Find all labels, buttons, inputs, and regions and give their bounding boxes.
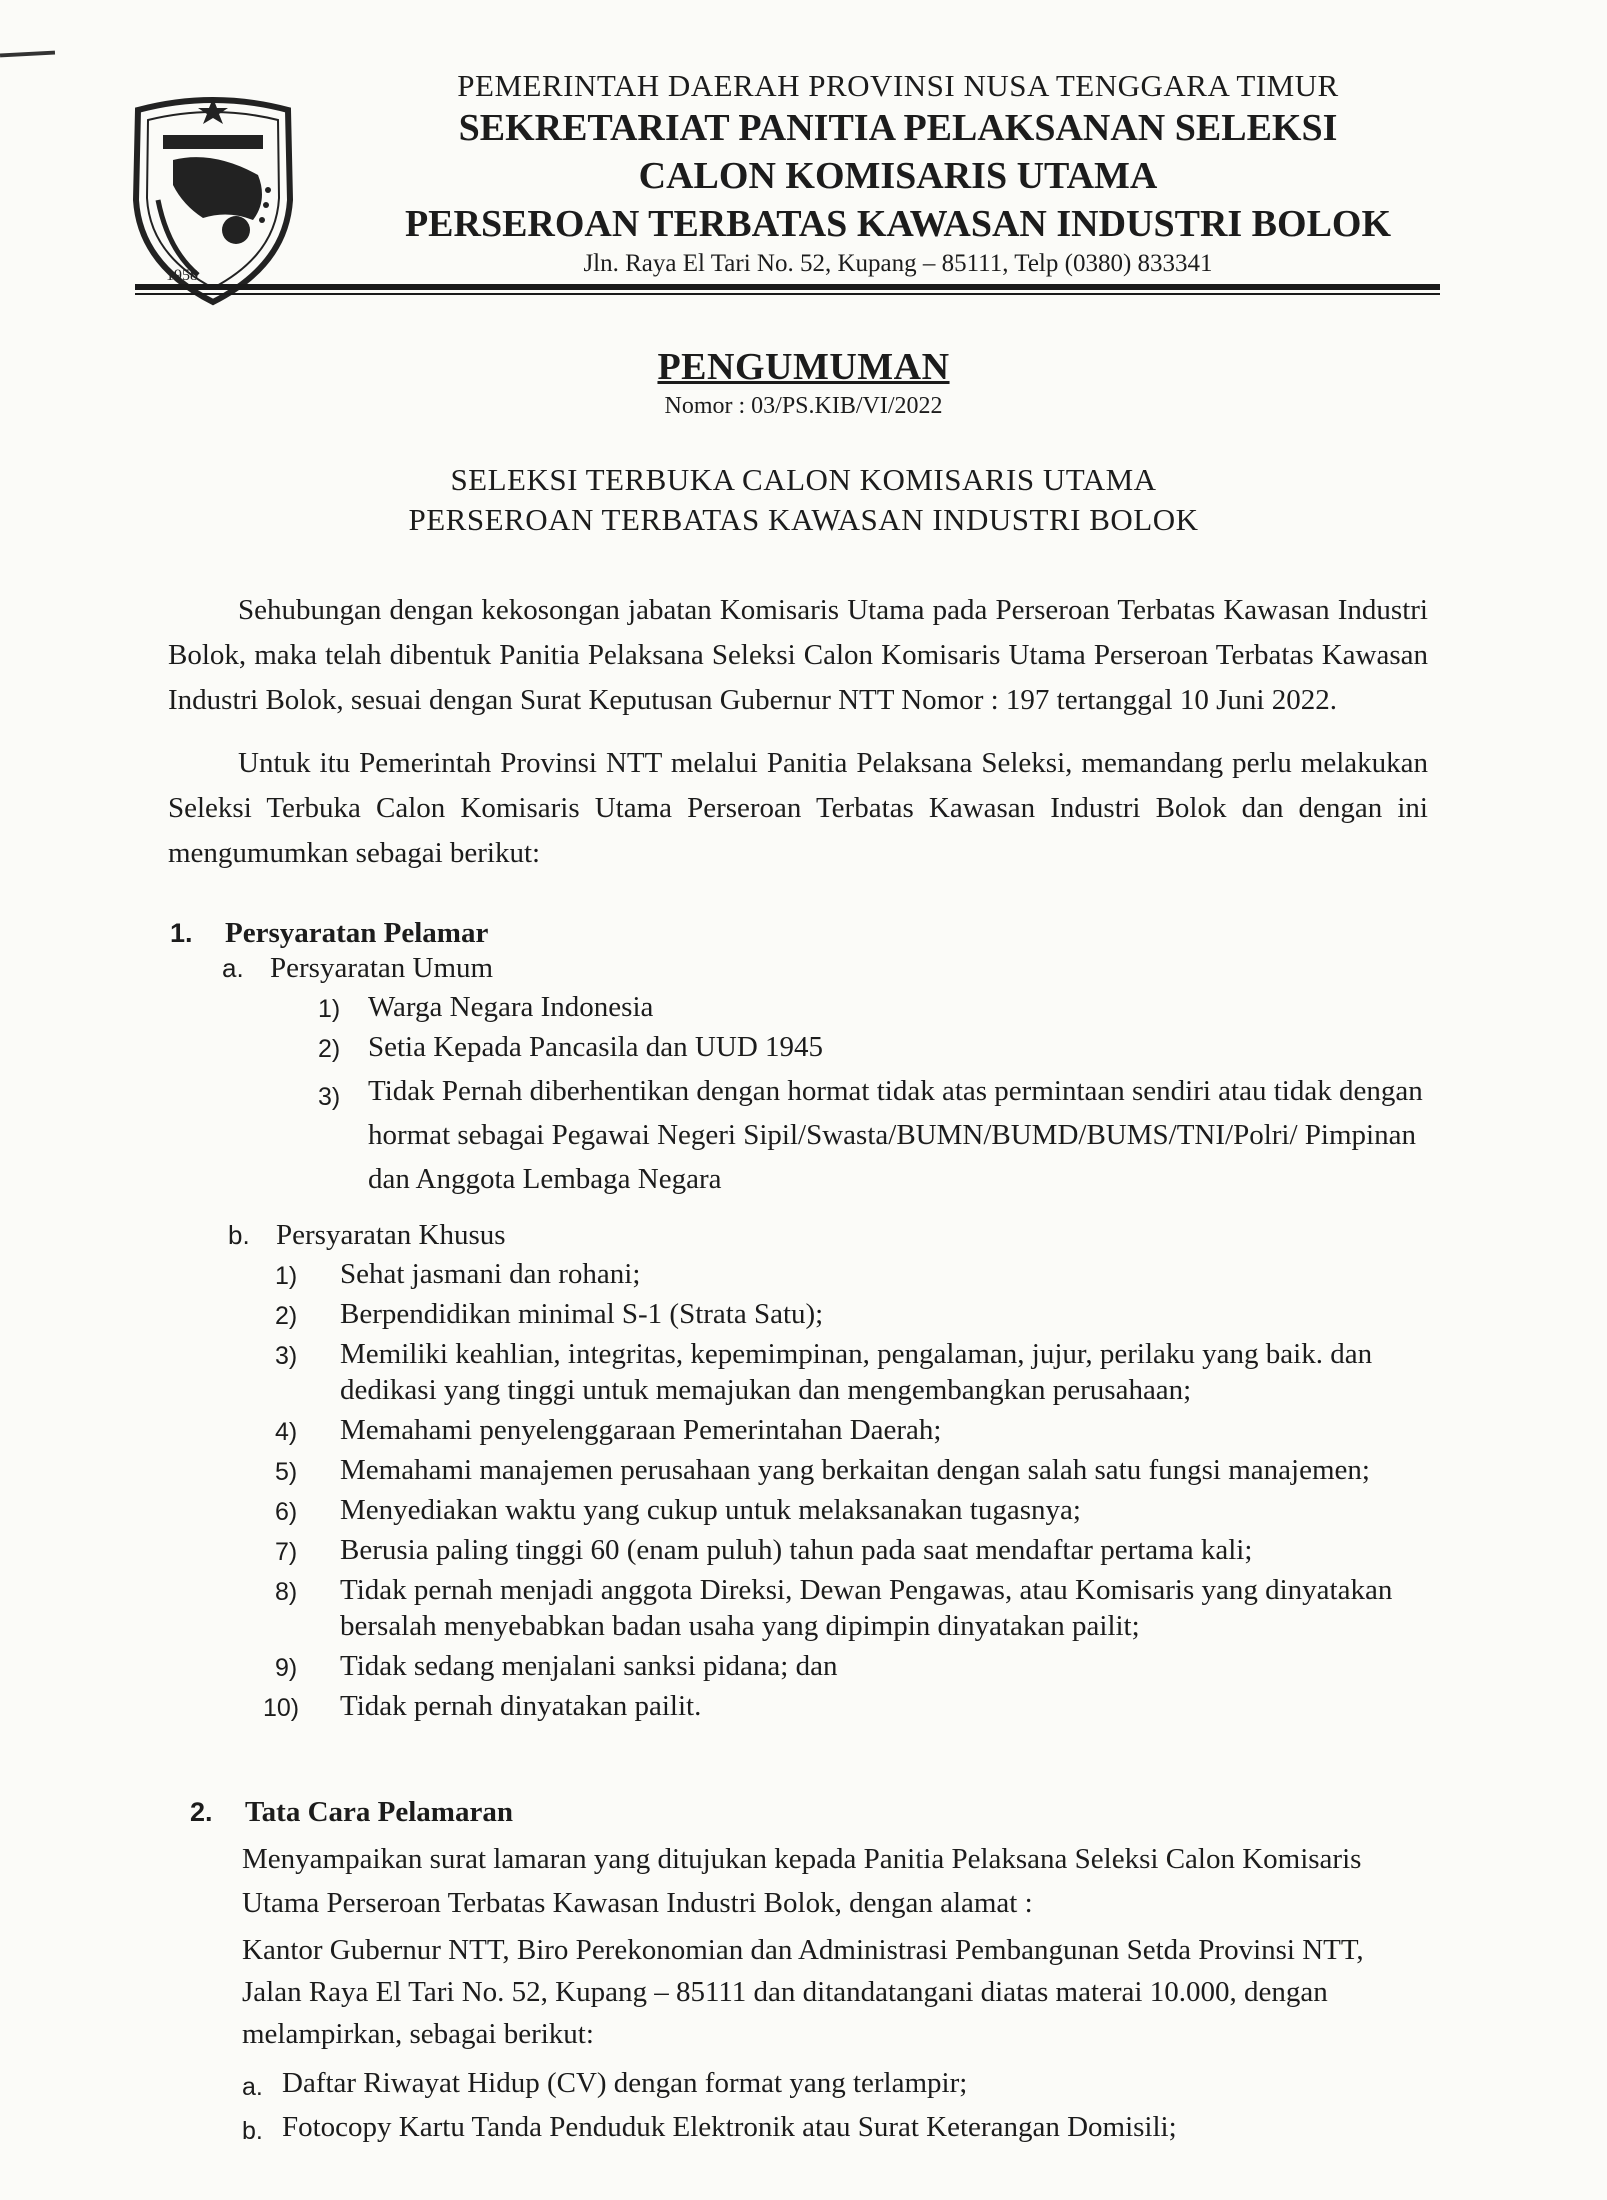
special-requirements-list — [263, 1256, 1445, 1724]
procedure-intro-1: Menyampaikan surat lamaran yang ditujukan kepada Panitia Pelaksana Seleksi Calon Komisaris Utama Perseroan Terbatas Kawasan Industri Bolok, dengan alamat : — [242, 1843, 1362, 1919]
header-divider-thick — [135, 284, 1440, 290]
subject-line-2: PERSEROAN TERBATAS KAWASAN INDUSTRI BOLOK — [408, 502, 1199, 537]
special-letter: b. — [228, 1220, 250, 1250]
list-item: 7) Berusia paling tinggi 60 (enam puluh) tahun pada saat mendaftar pertama kali; — [275, 1534, 1253, 1566]
list-item: 6) Menyediakan waktu yang cukup untuk melaksanakan tugasnya; — [275, 1494, 1081, 1526]
list-item: 4) Memahami penyelenggaraan Pemerintahan Daerah; — [275, 1414, 942, 1446]
section-1-number: 1. — [170, 918, 193, 948]
list-item: 2) Berpendidikan minimal S-1 (Strata Satu); — [275, 1298, 824, 1330]
general-letter: a. — [222, 953, 244, 983]
section-2-number: 2. — [190, 1797, 213, 1827]
list-item: 1) Sehat jasmani dan rohani; — [275, 1258, 641, 1290]
section-requirements — [170, 917, 1440, 1724]
announcement-title: PENGUMUMAN — [657, 346, 950, 388]
list-item: 8) Tidak pernah menjadi anggota Direksi, Dewan Pengawas, atau Komisaris yang dinyatakan bersalah menyebabkan badan usaha yang dipimpin dinyatakan pailit; — [275, 1574, 1393, 1642]
header-divider-thin — [135, 293, 1440, 295]
announcement-number: Nomor : 03/PS.KIB/VI/2022 — [664, 393, 943, 419]
list-item: 2) Setia Kepada Pancasila dan UUD 1945 — [318, 1031, 824, 1063]
secretariat-line: SEKRETARIAT PANITIA PELAKSANAN SELEKSI — [458, 107, 1338, 149]
list-item: 1) Warga Negara Indonesia — [318, 991, 654, 1023]
list-item: 3) Tidak Pernah diberhentikan dengan hormat tidak atas permintaan sendiri atau tidak dengan hormat sebagai Pegawai Negeri Sipil/Swasta/BUMN/BUMD/BUMS/TNI/Polri/ Pimpinan dan Anggota Lembaga Negara — [318, 1075, 1423, 1195]
section-application-procedure — [190, 1796, 1450, 2149]
candidate-line: CALON KOMISARIS UTAMA — [638, 155, 1158, 197]
company-line: PERSEROAN TERBATAS KAWASAN INDUSTRI BOLOK — [404, 203, 1392, 245]
announcement-subject — [0, 460, 1607, 540]
letterhead-text — [348, 60, 1448, 278]
general-requirements-list — [318, 989, 1428, 1201]
procedure-intro-2: Kantor Gubernur NTT, Biro Perekonomian dan Administrasi Pembangunan Setda Provinsi NTT, Jalan Raya El Tari No. 52, Kupang – 85111 dan ditandatangani diatas materai 10.000, dengan melampirkan, sebagai berikut: — [242, 1934, 1364, 2050]
government-name: PEMERINTAH DAERAH PROVINSI NUSA TENGGARA TIMUR — [457, 68, 1339, 103]
announcement-heading — [0, 345, 1607, 540]
subject-line-1: SELEKSI TERBUKA CALON KOMISARIS UTAMA — [450, 462, 1157, 497]
paragraph-1: Sehubungan dengan kekosongan jabatan Komisaris Utama pada Perseroan Terbatas Kawasan Industri Bolok, maka telah dibentuk Panitia Pelaksana Seleksi Calon Komisaris Utama Perseroan Terbatas Kawasan Industri Bolok, sesuai dengan Surat Keputusan Gubernur NTT Nomor : 197 tertanggal 10 Juni 2022. — [168, 594, 1428, 716]
letterhead — [118, 60, 1448, 310]
scan-mark — [0, 51, 55, 58]
logo-year: 1958 — [166, 267, 198, 284]
address-line: Jln. Raya El Tari No. 52, Kupang – 85111, Telp (0380) 833341 — [583, 250, 1213, 277]
list-item: 10) Tidak pernah dinyatakan pailit. — [263, 1690, 702, 1722]
attachments-list — [242, 2061, 1402, 2149]
list-item: a. Daftar Riwayat Hidup (CV) dengan format yang terlampir; — [242, 2067, 968, 2101]
section-1-title: Persyaratan Pelamar — [225, 917, 489, 949]
list-item: 9) Tidak sedang menjalani sanksi pidana; dan — [275, 1650, 838, 1682]
paragraph-2: Untuk itu Pemerintah Provinsi NTT melalui Panitia Pelaksana Seleksi, memandang perlu melakukan Seleksi Terbuka Calon Komisaris Utama Perseroan Terbatas Kawasan Industri Bolok dan dengan ini mengumumkan sebagai berikut: — [168, 747, 1428, 869]
list-item: 5) Memahami manajemen perusahaan yang berkaitan dengan salah satu fungsi manajemen; — [275, 1454, 1370, 1486]
intro-paragraphs — [168, 588, 1428, 894]
list-item: b. Fotocopy Kartu Tanda Penduduk Elektronik atau Surat Keterangan Domisili; — [242, 2111, 1177, 2145]
list-item: 3) Memiliki keahlian, integritas, kepemimpinan, pengalaman, jujur, perilaku yang baik. dan dedikasi yang tinggi untuk memajukan dan mengembangkan perusahaan; — [275, 1338, 1373, 1406]
section-2-title: Tata Cara Pelamaran — [245, 1796, 513, 1828]
general-requirements-title: Persyaratan Umum — [270, 952, 494, 984]
special-requirements-title: Persyaratan Khusus — [276, 1219, 506, 1251]
provincial-emblem-logo — [118, 80, 308, 310]
